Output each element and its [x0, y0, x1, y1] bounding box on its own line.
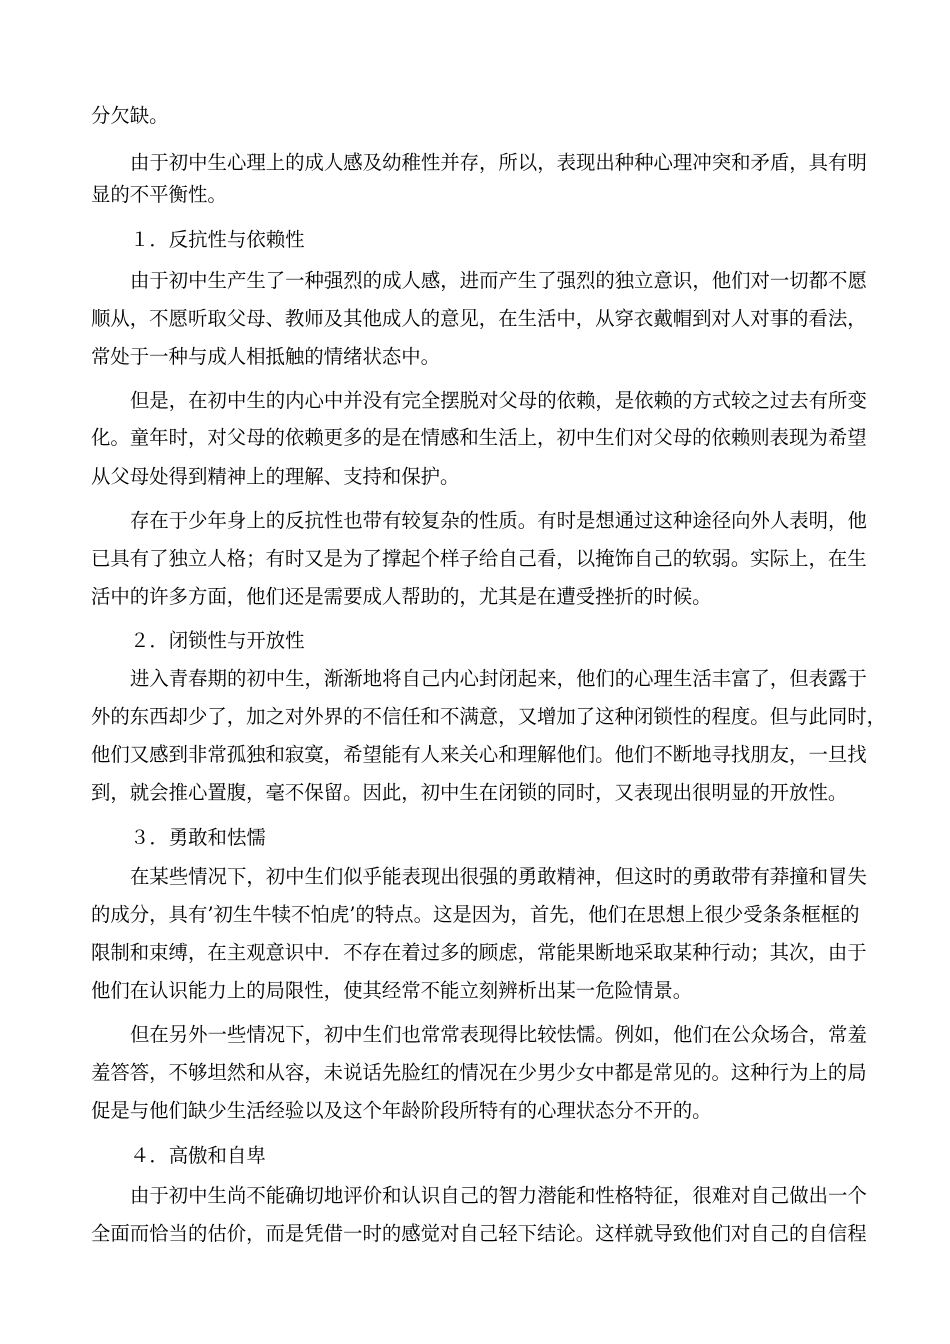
- paragraph-line: 分欠缺。: [91, 104, 169, 127]
- paragraph-line: 由于初中生心理上的成人感及幼稚性并存，所以，表现出种种心理冲突和矛盾，具有明: [130, 151, 867, 174]
- paragraph-line: 显的不平衡性。: [91, 183, 227, 206]
- paragraph-line: 限制和束缚，在主观意识中．不存在着过多的顾虑，常能果断地采取某种行动；其次，由于: [91, 941, 867, 964]
- paragraph-line: 羞答答，不够坦然和从容，未说话先脸红的情况在少男少女中都是常见的。这种行为上的局: [91, 1061, 867, 1084]
- paragraph-line: 已具有了独立人格；有时又是为了撑起个样子给自己看，以掩饰自己的软弱。实际上，在生: [91, 547, 867, 570]
- paragraph-line: 在某些情况下，初中生们似乎能表现出很强的勇敢精神，但这时的勇敢带有莽撞和冒失: [130, 865, 867, 888]
- paragraph-line: 进入青春期的初中生，渐渐地将自己内心封闭起来，他们的心理生活丰富了，但表露于: [130, 667, 867, 690]
- paragraph-line: 促是与他们缺少生活经验以及这个年龄阶段所特有的心理状态分不开的。: [91, 1099, 712, 1122]
- paragraph-line: 但是，在初中生的内心中并没有完全摆脱对父母的依赖，是依赖的方式较之过去有所变: [130, 389, 867, 412]
- paragraph-line: 由于初中生尚不能确切地评价和认识自己的智力潜能和性格特征，很难对自己做出一个: [130, 1184, 867, 1207]
- paragraph-line: 到，就会推心置腹，毫不保留。因此，初中生在闭锁的同时，又表现出很明显的开放性。: [91, 781, 848, 804]
- paragraph-line: 常处于一种与成人相抵触的情绪状态中。: [91, 345, 441, 368]
- paragraph-line: 外的东西却少了，加之对外界的不信任和不满意，又增加了这种闭锁性的程度。但与此同时，: [91, 705, 887, 728]
- paragraph-line: 全面而恰当的估价，而是凭借一时的感觉对自己轻下结论。这样就导致他们对自己的自信程: [91, 1222, 867, 1245]
- section-heading: １．反抗性与依赖性: [130, 228, 305, 251]
- section-heading: ４．高傲和自卑: [130, 1144, 266, 1167]
- paragraph-line: 他们又感到非常孤独和寂寞，希望能有人来关心和理解他们。他们不断地寻找朋友，一旦找: [91, 743, 867, 766]
- paragraph-line: 由于初中生产生了一种强烈的成人感，进而产生了强烈的独立意识，他们对一切都不愿: [130, 269, 867, 292]
- paragraph-line: 他们在认识能力上的局限性，使其经常不能立刻辨析出某一危险情景。: [91, 979, 693, 1002]
- paragraph-line: 化。童年时，对父母的依赖更多的是在情感和生活上，初中生们对父母的依赖则表现为希望: [91, 426, 867, 449]
- section-heading: ３．勇敢和怯懦: [130, 826, 266, 849]
- paragraph-line: 但在另外一些情况下，初中生们也常常表现得比较怯懦。例如，他们在公众场合，常羞: [130, 1023, 867, 1046]
- paragraph-line: 的成分，具有’初生牛犊不怕虎’的特点。这是因为，首先，他们在思想上很少受条条框框的: [91, 903, 860, 926]
- section-heading: ２．闭锁性与开放性: [130, 629, 305, 652]
- paragraph-line: 顺从，不愿听取父母、教师及其他成人的意见，在生活中，从穿衣戴帽到对人对事的看法，: [91, 307, 867, 330]
- paragraph-line: 活中的许多方面，他们还是需要成人帮助的，尤其是在遭受挫折的时候。: [91, 585, 712, 608]
- paragraph-line: 存在于少年身上的反抗性也带有较复杂的性质。有时是想通过这种途径向外人表明，他: [130, 509, 867, 532]
- paragraph-line: 从父母处得到精神上的理解、支持和保护。: [91, 465, 460, 488]
